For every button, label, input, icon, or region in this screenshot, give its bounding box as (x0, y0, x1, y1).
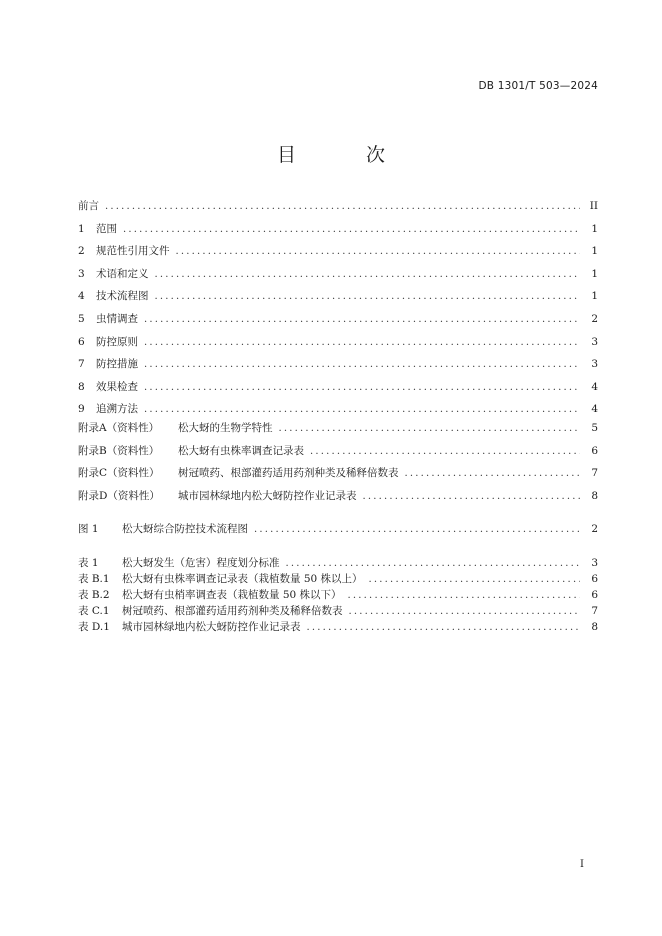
toc-entry-title: 松大蚜的生物学特性 (178, 422, 273, 434)
toc-leader-dots (310, 446, 580, 457)
toc-entry-title: 松大蚜综合防控技术流程图 (122, 523, 248, 535)
toc-leader-dots (144, 359, 580, 370)
toc-entry-page: 3 (591, 358, 598, 371)
toc-leader-dots (369, 574, 580, 585)
toc-entry-page: 6 (591, 589, 598, 601)
toc-entry[interactable] (78, 555, 598, 571)
page-number: I (580, 859, 584, 870)
toc-leader-dots (348, 590, 580, 601)
toc-entry-label (78, 266, 149, 281)
toc-entry-number: 表 C.1 (78, 605, 110, 617)
toc-entry-title: 虫情调查 (96, 312, 138, 325)
toc-entry-title: 范围 (96, 222, 117, 235)
toc-leader-dots (144, 314, 580, 325)
toc-entry-title: 追溯方法 (96, 403, 138, 416)
toc-entry-title: 前言 (78, 200, 99, 212)
toc-leader-dots (349, 606, 581, 617)
toc-entry-number: 8 (78, 380, 85, 393)
toc-entry-title: 规范性引用文件 (96, 245, 170, 258)
toc-entry-page: 6 (591, 573, 598, 585)
toc-leader-dots (254, 524, 580, 535)
toc-entry-title: 松大蚜有虫梢率调查表（栽植数量 50 株以下） (122, 589, 342, 601)
toc-entry-title: 防控原则 (96, 335, 138, 348)
toc-entry-number: 表 D.1 (78, 621, 110, 633)
toc-entry-page: 1 (591, 267, 598, 280)
toc-entry-number: 图 1 (78, 523, 99, 535)
toc-entry-page: 8 (591, 489, 598, 502)
toc-leader-dots (286, 558, 581, 569)
toc-leader-dots (405, 468, 581, 479)
toc-entry[interactable] (78, 443, 598, 466)
toc-entry-title: 松大蚜有虫株率调查记录表 (178, 444, 304, 457)
toc-entry-page: 8 (591, 621, 598, 633)
toc-entry-page: 4 (591, 403, 598, 416)
toc-leader-dots (105, 201, 580, 212)
toc-entry-page: 1 (591, 290, 598, 303)
toc-figures (78, 521, 598, 544)
toc-entry-label (78, 401, 138, 416)
toc-entry-number: 附录C（资料性） (78, 467, 160, 480)
toc-entry-page: 6 (591, 444, 598, 457)
toc-entry-title: 效果检查 (96, 380, 138, 393)
toc-entry-page: 3 (591, 335, 598, 348)
toc-entry-page: 7 (591, 605, 598, 617)
toc-entry-label (78, 619, 301, 634)
toc-leader-dots (155, 269, 581, 280)
toc-entry-label (78, 420, 273, 435)
toc-entry-title: 防控措施 (96, 358, 138, 371)
toc-entry[interactable] (78, 603, 598, 619)
toc-entry-page: 3 (591, 557, 598, 569)
toc-entry-label (78, 311, 138, 326)
toc-entry-page: 2 (591, 523, 598, 535)
toc-entry-number: 附录B（资料性） (78, 444, 160, 457)
toc-entry-title: 松大蚜有虫株率调查记录表（栽植数量 50 株以上） (122, 573, 363, 585)
toc-entry-number: 4 (78, 290, 85, 303)
toc-entry[interactable] (78, 266, 598, 289)
toc-entry-page: 2 (591, 312, 598, 325)
toc-entry[interactable] (78, 243, 598, 266)
toc-tables (78, 555, 598, 635)
toc-entry-title: 树冠喷药、根部灌药适用药剂种类及稀释倍数表 (178, 467, 399, 480)
toc-entry-label (78, 587, 342, 602)
toc-appendices (78, 420, 598, 510)
toc-entry[interactable] (78, 311, 598, 334)
toc-entry[interactable] (78, 465, 598, 488)
toc-entry-label (78, 488, 357, 503)
toc-entry-label (78, 603, 343, 618)
toc-entry-number: 5 (78, 312, 85, 325)
page-title: 目 次 (276, 144, 418, 166)
toc-leader-dots (307, 622, 581, 633)
toc-entry-title: 城市园林绿地内松大蚜防控作业记录表 (122, 621, 301, 633)
toc-leader-dots (363, 491, 581, 502)
toc-entry-label (78, 288, 149, 303)
toc-entry-label (78, 443, 304, 458)
toc-entry[interactable] (78, 619, 598, 635)
toc-entry-label (78, 379, 138, 394)
toc-entry[interactable] (78, 571, 598, 587)
toc-leader-dots (279, 423, 581, 434)
toc-leader-dots (144, 404, 580, 415)
toc-entry-number: 附录D（资料性） (78, 489, 160, 502)
toc-entry-page: II (589, 200, 598, 212)
toc-entry-label (78, 521, 248, 536)
document-code: DB 1301/T 503—2024 (478, 80, 598, 92)
toc-entry-page: 1 (591, 245, 598, 258)
toc-leader-dots (144, 382, 580, 393)
toc-leader-dots (176, 246, 581, 257)
toc-entry-page: 1 (591, 222, 598, 235)
toc-entry-number: 6 (78, 335, 85, 348)
toc-entry-page: 4 (591, 380, 598, 393)
toc-leader-dots (144, 337, 580, 348)
toc-leader-dots (123, 224, 580, 235)
toc-entry-number: 2 (78, 245, 85, 258)
toc-entry-title: 术语和定义 (96, 267, 149, 280)
toc-entry[interactable] (78, 221, 598, 244)
toc-entry-number: 表 B.1 (78, 573, 110, 585)
toc-entry[interactable] (78, 379, 598, 402)
toc-entry-title: 松大蚜发生（危害）程度划分标准 (122, 557, 280, 569)
toc-entry[interactable] (78, 356, 598, 379)
toc-entry-label (78, 243, 170, 258)
toc-entry-title: 树冠喷药、根部灌药适用药剂种类及稀释倍数表 (122, 605, 343, 617)
toc-leader-dots (155, 291, 581, 302)
toc-entry-label (78, 555, 280, 570)
toc-entry[interactable] (78, 521, 598, 544)
toc-entry-number: 表 1 (78, 557, 99, 569)
toc-entry-number: 表 B.2 (78, 589, 110, 601)
toc-entry[interactable] (78, 488, 598, 511)
toc-entry-number: 1 (78, 222, 85, 235)
toc-entry[interactable] (78, 198, 598, 221)
toc-entry-title: 城市园林绿地内松大蚜防控作业记录表 (178, 489, 357, 502)
toc-entry[interactable] (78, 587, 598, 603)
toc-entry-label (78, 571, 363, 586)
toc-entry-number: 7 (78, 358, 85, 371)
toc-entry-page: 5 (591, 422, 598, 434)
toc-entry-label (78, 198, 99, 213)
toc-entry[interactable] (78, 420, 598, 443)
toc-entry[interactable] (78, 288, 598, 311)
toc-entry[interactable] (78, 334, 598, 357)
toc-entry-label (78, 465, 399, 480)
toc-entry-number: 附录A（资料性） (78, 422, 160, 434)
toc-entry-label (78, 334, 138, 349)
toc-entry-page: 7 (591, 467, 598, 480)
toc-entry-title: 技术流程图 (96, 290, 149, 303)
toc-entry-label (78, 356, 138, 371)
toc-entry-number: 3 (78, 267, 85, 280)
toc-entry-label (78, 221, 117, 236)
toc-sections (78, 198, 598, 424)
toc-entry-number: 9 (78, 403, 85, 416)
